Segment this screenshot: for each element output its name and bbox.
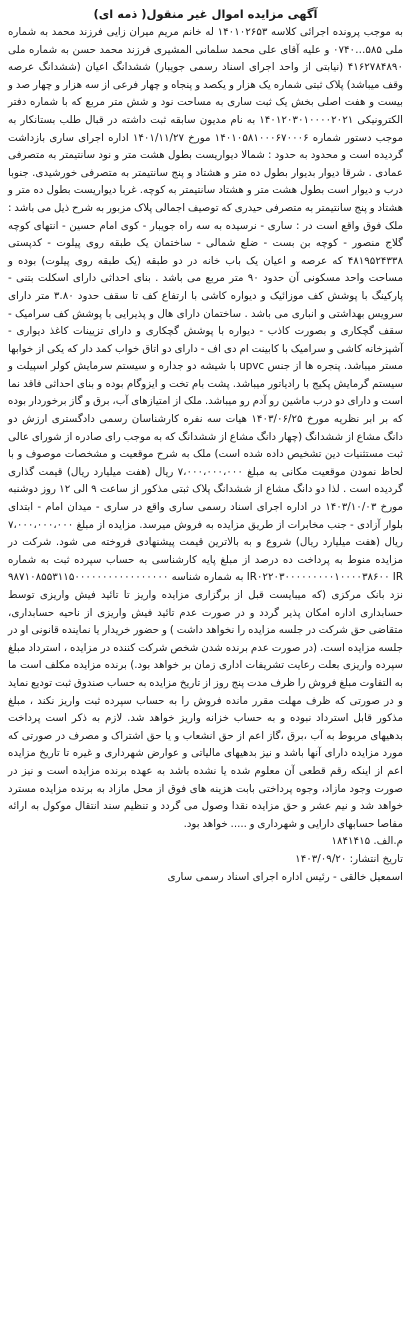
notice-ref-code: م.الف. ۱۸۴۱۴۱۵ <box>331 835 403 848</box>
notice-signature: اسمعیل خالقی - رئیس اداره اجرای اسناد رسمی ساری <box>167 870 403 883</box>
notice-publish-date: تاریخ انتشار: ۱۴۰۳/۰۹/۲۰ <box>295 852 403 865</box>
notice-title: آگهی مزایده اموال غیر منقول( ذمه ای) <box>93 7 318 21</box>
notice-body: به موجب پرونده اجرائی کلاسه ۱۴۰۱۰۲۶۵۳ له خانم مریم میران زایی فرزند محمد به شماره ملی ۵۸۵…۰۷۴۰ و علیه آقای علی محمد سلمانی المشیری فرزند محمد حسن به شماره ملی ۴۱۶۲۷۸۴۸۹۰ (نیابتی از واحد اجرای اسناد رسمی جویبار) ششدانگ اعیان (ششدانگ عرصه وقف میباشد) پلاک ثبتی شماره یک هزار و یکصد و پنجاه و چهار فرعی از سه هزار و چهار صد و بیست و هفت اصلی بخش یک ثبت ساری به مساحت نود و شش متر مربع که با شماره دفتر الکترونیکی ۱۴۰۱۲۰۳۰۱۰۰۰۰۲۰۲۱ به نام مدیون سابقه ثبت داشته در قبال طلب بستانکار به موجب دستور شماره ۱۴۰۱۰۵۸۱۰۰۰۶۷۰۰۰۶ مورخ ۱۴۰۱/۱۱/۲۷ اداره اجرای ساری بازداشت گردیده است و محدود به حدود : شمالا دیواریست بطول هشت متر و نود سانتیمتر به متصرفی عمادی . شرقا دیوار بدیوار بطول ده متر و هشتاد و پنج سانتیمتر به متصرفی خورشیدی. جنوبا درب و دیوار است بطول هشت متر و هشتاد سانتیمتر به کوچه. غربا دیواریست بطول ده متر و هشتاد و پنج سانتیمتر به متصرفی حیدری که توصیف اجمالی پلاک مزبور به شرح ذیل می باشد : ملک فوق واقع است در : ساری - نرسیده به سه راه جویبار - کوی امام حسین - انتهای کوچه گلاج منصور - کوچه بن بست - ضلع شمالی - ساختمان یک طبقه روی پیلوت - کدپستی ۴۸۱۹۵۲۴۳۳۸ که عرصه و اعیان یک باب خانه در دو طبقه (یک طبقه روی پیلوت) بوده و مساحت واحد مسکونی آن حدود ۹۰ متر مربع می باشد . بنای احداثی دارای اسکلت بتنی - پارکینگ با پوشش کف موزائیک و دیواره کاشی با ارتفاع کف تا سقف حدود ۳.۸۰ متر دارای سرویس بهداشتی و انباری می باشد . ساختمان دارای هال و پذیرایی با پوشش کف سرامیک - سقف گچکاری و بصورت کاذب - دیواره با پوشش گچکاری و دارای تزیینات کاغذ دیواری - آشپزخانه کاشی و سرامیک با کابینت ام دی اف - دارای دو اتاق خواب کمد دار که یکی از خوابها مستر میباشد. پنجره ها از جنس upvc با شیشه دو جداره و سیستم سرمایش کولر اسپیلت و سیستم گرمایش پکیج با رادیاتور میباشد. پشت بام تخت و ایزوگام بوده و بنای احداثی فاقد نما است و دارای دو درب ماشین رو آدم رو میباشد. ملک از امتیازهای آب، برق و گاز برخوردار بوده که بر ابر نظریه مورخ ۱۴۰۳/۰۶/۲۵ هیات سه نفره کارشناسان رسمی دادگستری ارزش دو دانگ مشاع از ششدانگ (چهار دانگ مشاع از ششدانگ که به موجب رای صادره از شورای عالی ثبت مستثنیات دین تشخیص داده شده است) ملک به شرح موقعیت و مشخصات موصوف و با لحاظ نمودن موقعیت مکانی به مبلغ ۷،۰۰۰،۰۰۰،۰۰۰ ریال (هفت میلیارد ریال) قیمت گذاری گردیده است . لذا دو دانگ مشاع از ششدانگ پلاک ثبتی مذکور از ساعت ۹ الی ۱۲ روز دوشنبه مورخ ۱۴۰۳/۱۰/۰۳ در اداره اجرای اسناد رسمی ساری واقع در ساری - میدان امام - ابتدای بلوار آزادی - جنب مخابرات از طریق مزایده به فروش میرسد. مزایده از مبلغ ۷،۰۰۰،۰۰۰،۰۰۰ ریال (هفت میلیارد ریال) شروع و به بالاترین قیمت پیشنهادی فروخته می شود. شرکت در مزایده منوط به پرداخت ده درصد از مبلغ پایه کارشناسی به حساب سپرده ثبت به شماره IR۰۲۲۰۳۰۰۰۰۰۰۰۰۰۱۰۰۰۰۳۸۶۰۰ IR به شماره شناسه ۹۸۷۱۰۸۵۵۳۱۱۵۰۰۰۰۰۰۰۰۰۰۰۰۰۰۰۰۰ نزد بانک مرکزی (که میبایست قبل از برگزاری مزایده واریز تا تائید فیش واریزی توسط حسابداری اداره امکان پذیر گردد و در صورت عدم تائید فیش واریزی از ناحیه حسابداری، متقاضی حق شرکت در جلسه مزایده را نخواهد داشت ) و حضور خریدار یا نماینده قانونی او در جلسه مزایده است. (در صورت عدم برنده شدن شخص شرکت کننده در مزایده ، استرداد مبلغ سپرده واریزی بعلت رعایت تشریفات اداری زمان بر خواهد بود.) برنده مزایده مکلف است ما به التفاوت مبلغ فروش را ظرف مدت پنج روز از تاریخ مزایده به حساب صندوق ثبت تودیع نماید و در صورتی که ظرف مهلت مقرر مانده فروش را به حساب سپرده ثبت واریز نکند ، مبلغ مذکور قابل استرداد نبوده و به حساب خزانه واریز خواهد شد. لازم به ذکر است پرداخت بدهیهای مربوط به آب ،برق ،گاز اعم از حق انشعاب و یا حق اشتراک و مصرف در صورتی که مورد مزایده دارای آنها باشد و نیز بدهیهای مالیاتی و عوارض شهرداری و غیره تا تاریخ مزایده اعم از اینکه رقم قطعی آن معلوم شده یا نشده باشد به عهده برنده مزایده است و نیز در صورت وجود مازاد، وجوه پرداختی بابت هزینه های فوق از محل مازاد به برنده مزایده مسترد خواهد شد و نیم عشر و حق مزایده نقدا وصول می گردد و تنظیم سند انتقال موکول به ارائه مفاصا حسابهای دارایی و شهرداری و ..... خواهد بود. <box>8 26 404 830</box>
